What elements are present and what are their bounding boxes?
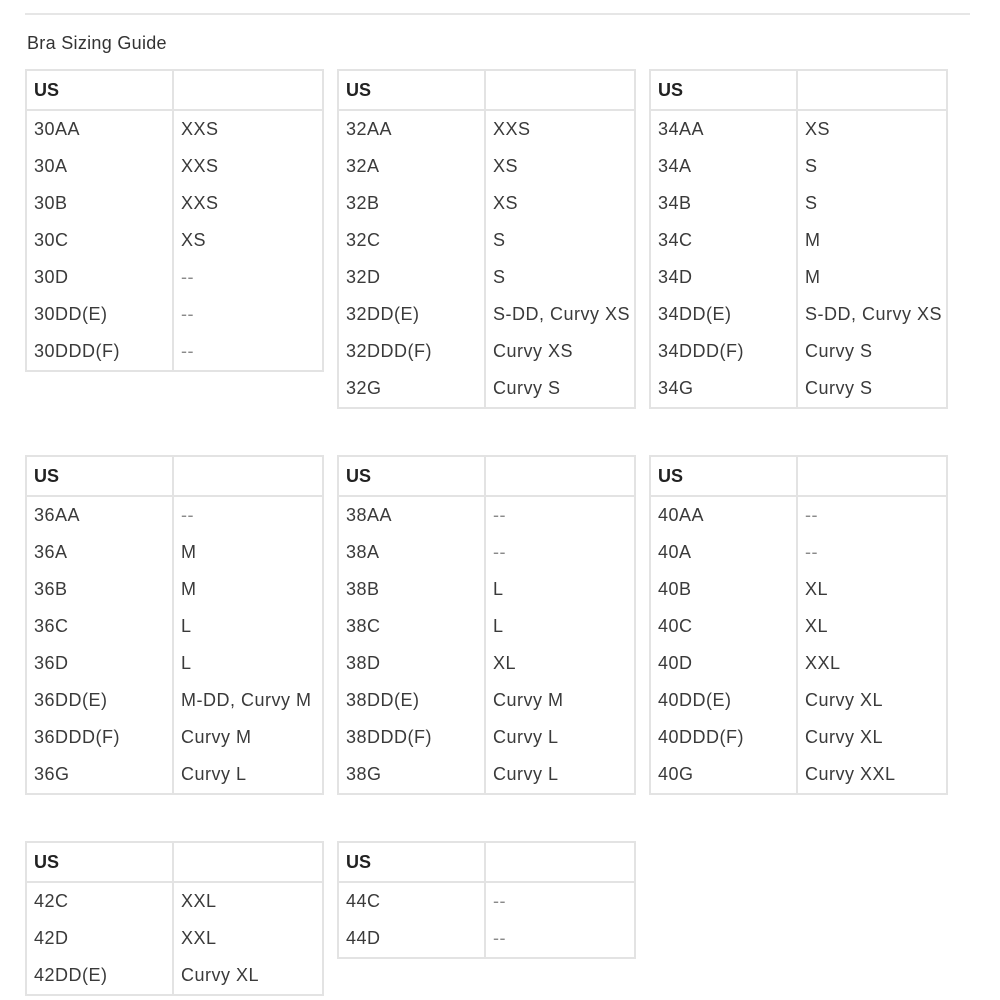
us-size-cell: 30B	[26, 185, 173, 222]
table-row	[338, 296, 635, 333]
column-header-us: US	[26, 70, 173, 110]
us-size-cell: 40C	[650, 608, 797, 645]
table-row	[338, 185, 635, 222]
size-equivalent-cell: M	[173, 571, 323, 608]
size-equivalent-cell: XL	[797, 571, 947, 608]
table-row	[650, 496, 947, 534]
table-row	[338, 222, 635, 259]
column-header-us: US	[338, 842, 485, 882]
us-size-cell: 34DD(E)	[650, 296, 797, 333]
table-row	[338, 719, 635, 756]
us-size-cell: 40G	[650, 756, 797, 794]
size-equivalent-cell: XL	[485, 645, 635, 682]
size-equivalent-cell: L	[173, 608, 323, 645]
us-size-cell: 42DD(E)	[26, 957, 173, 995]
size-equivalent-cell: XXL	[173, 920, 323, 957]
size-equivalent-cell: Curvy M	[485, 682, 635, 719]
column-header-us: US	[338, 456, 485, 496]
size-table	[337, 69, 636, 409]
us-size-cell: 32C	[338, 222, 485, 259]
size-equivalent-cell: M-DD, Curvy M	[173, 682, 323, 719]
table-header-row	[338, 456, 635, 496]
table-header-row	[338, 70, 635, 110]
table-row	[26, 110, 323, 148]
us-size-cell: 34AA	[650, 110, 797, 148]
table-row	[26, 496, 323, 534]
us-size-cell: 40DD(E)	[650, 682, 797, 719]
table-row	[650, 259, 947, 296]
us-size-cell: 32B	[338, 185, 485, 222]
size-equivalent-cell: --	[173, 259, 323, 296]
table-row	[26, 259, 323, 296]
size-equivalent-cell: --	[173, 496, 323, 534]
table-row	[338, 682, 635, 719]
table-row	[650, 148, 947, 185]
size-equivalent-cell: L	[173, 645, 323, 682]
table-row	[650, 333, 947, 370]
size-equivalent-cell: XXS	[485, 110, 635, 148]
us-size-cell: 36G	[26, 756, 173, 794]
table-row	[650, 682, 947, 719]
us-size-cell: 40AA	[650, 496, 797, 534]
page-title: Bra Sizing Guide	[27, 33, 167, 53]
table-row	[26, 296, 323, 333]
size-table	[25, 69, 324, 372]
us-size-cell: 30C	[26, 222, 173, 259]
table-row	[26, 682, 323, 719]
us-size-cell: 34A	[650, 148, 797, 185]
table-row	[26, 882, 323, 920]
us-size-cell: 36C	[26, 608, 173, 645]
us-size-cell: 36DD(E)	[26, 682, 173, 719]
us-size-cell: 44C	[338, 882, 485, 920]
table-row	[26, 534, 323, 571]
column-header-us: US	[338, 70, 485, 110]
size-equivalent-cell: --	[485, 534, 635, 571]
us-size-cell: 40D	[650, 645, 797, 682]
table-header-row	[650, 70, 947, 110]
size-table	[25, 455, 324, 795]
table-header-row	[650, 456, 947, 496]
size-equivalent-cell: Curvy XL	[173, 957, 323, 995]
table-row	[338, 645, 635, 682]
column-header-size	[485, 842, 635, 882]
table-row	[650, 608, 947, 645]
table-header-row	[26, 456, 323, 496]
size-equivalent-cell: Curvy XL	[797, 682, 947, 719]
table-row	[650, 110, 947, 148]
size-equivalent-cell: S-DD, Curvy XS	[485, 296, 635, 333]
size-table	[649, 455, 948, 795]
table-header-row	[26, 70, 323, 110]
us-size-cell: 40A	[650, 534, 797, 571]
size-equivalent-cell: --	[485, 496, 635, 534]
size-equivalent-cell: XXS	[173, 148, 323, 185]
size-equivalent-cell: L	[485, 571, 635, 608]
column-header-size	[173, 842, 323, 882]
size-equivalent-cell: XXL	[173, 882, 323, 920]
table-row	[26, 148, 323, 185]
us-size-cell: 38A	[338, 534, 485, 571]
size-equivalent-cell: S	[797, 148, 947, 185]
us-size-cell: 34D	[650, 259, 797, 296]
size-equivalent-cell: XS	[797, 110, 947, 148]
table-row	[338, 882, 635, 920]
column-header-us: US	[26, 842, 173, 882]
size-equivalent-cell: --	[485, 882, 635, 920]
table-row	[338, 333, 635, 370]
size-equivalent-cell: S-DD, Curvy XS	[797, 296, 947, 333]
us-size-cell: 36DDD(F)	[26, 719, 173, 756]
us-size-cell: 38G	[338, 756, 485, 794]
size-equivalent-cell: XXS	[173, 185, 323, 222]
size-equivalent-cell: Curvy L	[485, 719, 635, 756]
us-size-cell: 42D	[26, 920, 173, 957]
us-size-cell: 30DD(E)	[26, 296, 173, 333]
column-header-size	[485, 456, 635, 496]
us-size-cell: 32D	[338, 259, 485, 296]
size-equivalent-cell: Curvy XL	[797, 719, 947, 756]
us-size-cell: 38AA	[338, 496, 485, 534]
us-size-cell: 30D	[26, 259, 173, 296]
size-equivalent-cell: XXL	[797, 645, 947, 682]
table-row	[650, 534, 947, 571]
us-size-cell: 34DDD(F)	[650, 333, 797, 370]
table-row	[650, 296, 947, 333]
column-header-us: US	[650, 456, 797, 496]
table-row	[650, 185, 947, 222]
us-size-cell: 30AA	[26, 110, 173, 148]
us-size-cell: 36D	[26, 645, 173, 682]
us-size-cell: 30A	[26, 148, 173, 185]
table-row	[26, 957, 323, 995]
table-row	[338, 756, 635, 794]
table-row	[338, 370, 635, 408]
table-row	[338, 259, 635, 296]
size-equivalent-cell: XS	[485, 185, 635, 222]
us-size-cell: 40DDD(F)	[650, 719, 797, 756]
size-equivalent-cell: M	[797, 259, 947, 296]
table-row	[338, 110, 635, 148]
table-row	[26, 333, 323, 371]
table-row	[650, 370, 947, 408]
size-equivalent-cell: L	[485, 608, 635, 645]
table-row	[338, 571, 635, 608]
size-equivalent-cell: --	[173, 296, 323, 333]
column-header-size	[173, 70, 323, 110]
us-size-cell: 34G	[650, 370, 797, 408]
column-header-size	[797, 70, 947, 110]
table-row	[650, 571, 947, 608]
column-header-size	[797, 456, 947, 496]
table-row	[338, 534, 635, 571]
size-equivalent-cell: XS	[173, 222, 323, 259]
size-table	[337, 455, 636, 795]
table-row	[650, 222, 947, 259]
us-size-cell: 38DDD(F)	[338, 719, 485, 756]
size-equivalent-cell: Curvy S	[797, 333, 947, 370]
size-equivalent-cell: --	[485, 920, 635, 958]
size-table	[649, 69, 948, 409]
size-equivalent-cell: M	[797, 222, 947, 259]
size-equivalent-cell: --	[797, 534, 947, 571]
table-row	[650, 645, 947, 682]
size-equivalent-cell: Curvy L	[485, 756, 635, 794]
table-row	[650, 756, 947, 794]
size-equivalent-cell: S	[485, 222, 635, 259]
size-equivalent-cell: Curvy XS	[485, 333, 635, 370]
table-row	[26, 185, 323, 222]
size-equivalent-cell: S	[797, 185, 947, 222]
us-size-cell: 34B	[650, 185, 797, 222]
size-equivalent-cell: M	[173, 534, 323, 571]
table-row	[26, 571, 323, 608]
size-equivalent-cell: --	[797, 496, 947, 534]
size-equivalent-cell: Curvy S	[485, 370, 635, 408]
table-row	[338, 608, 635, 645]
size-equivalent-cell: S	[485, 259, 635, 296]
us-size-cell: 38DD(E)	[338, 682, 485, 719]
us-size-cell: 42C	[26, 882, 173, 920]
size-table	[25, 841, 324, 996]
us-size-cell: 32DDD(F)	[338, 333, 485, 370]
table-header-row	[338, 842, 635, 882]
size-equivalent-cell: XL	[797, 608, 947, 645]
size-equivalent-cell: Curvy XXL	[797, 756, 947, 794]
size-equivalent-cell: Curvy S	[797, 370, 947, 408]
table-row	[650, 719, 947, 756]
size-equivalent-cell: XXS	[173, 110, 323, 148]
column-header-size	[173, 456, 323, 496]
us-size-cell: 32AA	[338, 110, 485, 148]
us-size-cell: 32A	[338, 148, 485, 185]
us-size-cell: 30DDD(F)	[26, 333, 173, 371]
table-row	[26, 608, 323, 645]
us-size-cell: 32G	[338, 370, 485, 408]
table-row	[26, 222, 323, 259]
us-size-cell: 38C	[338, 608, 485, 645]
us-size-cell: 38D	[338, 645, 485, 682]
us-size-cell: 32DD(E)	[338, 296, 485, 333]
column-header-size	[485, 70, 635, 110]
us-size-cell: 36B	[26, 571, 173, 608]
column-header-us: US	[26, 456, 173, 496]
column-header-us: US	[650, 70, 797, 110]
size-equivalent-cell: XS	[485, 148, 635, 185]
table-row	[26, 756, 323, 794]
us-size-cell: 44D	[338, 920, 485, 958]
table-row	[338, 920, 635, 958]
us-size-cell: 40B	[650, 571, 797, 608]
table-row	[26, 645, 323, 682]
size-equivalent-cell: Curvy M	[173, 719, 323, 756]
table-row	[26, 920, 323, 957]
size-table	[337, 841, 636, 959]
table-row	[338, 496, 635, 534]
us-size-cell: 38B	[338, 571, 485, 608]
table-header-row	[26, 842, 323, 882]
table-row	[26, 719, 323, 756]
us-size-cell: 36A	[26, 534, 173, 571]
table-row	[338, 148, 635, 185]
size-equivalent-cell: Curvy L	[173, 756, 323, 794]
us-size-cell: 34C	[650, 222, 797, 259]
us-size-cell: 36AA	[26, 496, 173, 534]
size-equivalent-cell: --	[173, 333, 323, 371]
